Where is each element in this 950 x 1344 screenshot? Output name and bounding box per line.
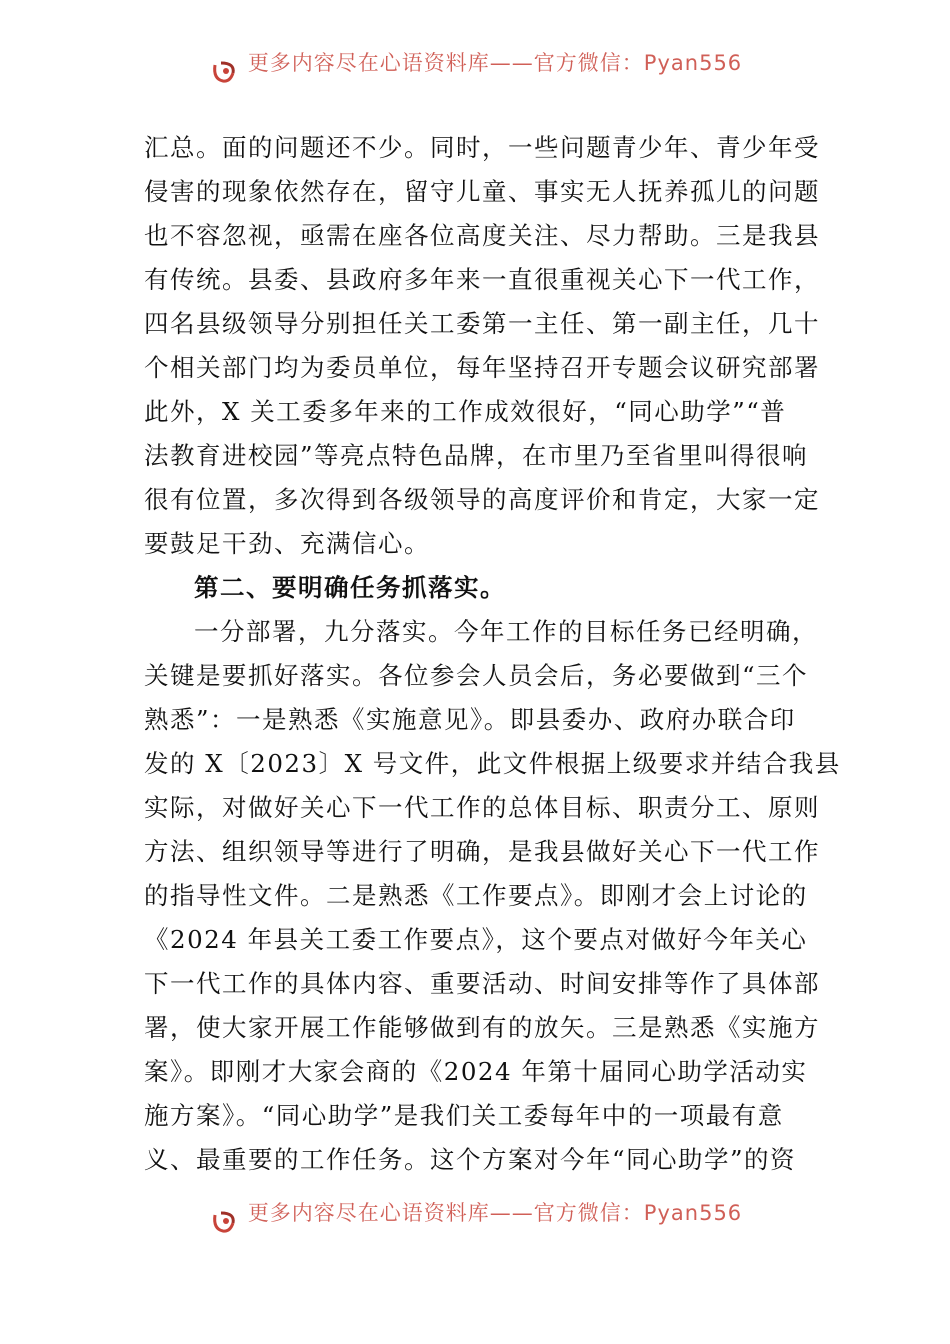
section-heading [144, 566, 808, 610]
text-line: 实际，对做好关心下一代工作的总体目标、职责分工、原则 [144, 793, 820, 822]
text-line: 一分部署，九分落实。今年工作的目标任务已经明确， [194, 617, 818, 646]
text-line: 法教育进校园”等亮点特色品牌，在市里乃至省里叫得很响 [144, 441, 809, 470]
watermark-header [0, 52, 950, 92]
watermark-text: 更多内容尽在心语资料库——官方微信：Pyan556 [247, 1202, 743, 1225]
text-line: 署，使大家开展工作能够做到有的放矢。三是熟悉《实施方 [144, 1013, 820, 1042]
text-line: 案》。即刚才大家会商的《2024 年第十届同心助学活动实 [144, 1057, 808, 1086]
document-body [144, 126, 841, 1182]
text-line: 汇总。面的问题还不少。同时，一些问题青少年、青少年受 [144, 133, 820, 162]
text-line: 方法、组织领导等进行了明确，是我县做好关心下一代工作 [144, 837, 820, 866]
watermark-text: 更多内容尽在心语资料库——官方微信：Pyan556 [247, 52, 743, 75]
text-line: 四名县级领导分别担任关工委第一主任、第一副主任，几十 [144, 309, 820, 338]
text-line: 要鼓足干劲、充满信心。 [144, 529, 430, 558]
text-line: 关键是要抓好落实。各位参会人员会后，务必要做到“三个 [144, 661, 809, 690]
text-line: 义、最重要的工作任务。这个方案对今年“同心助学”的资 [144, 1145, 797, 1174]
text-line: 此外，X 关工委多年来的工作成效很好，“同心助学”“普 [144, 397, 787, 426]
paragraph [144, 610, 841, 1182]
brand-logo-icon [208, 1205, 242, 1239]
text-line: 个相关部门均为委员单位，每年坚持召开专题会议研究部署 [144, 353, 820, 382]
text-line: 下一代工作的具体内容、重要活动、时间安排等作了具体部 [144, 969, 820, 998]
text-line: 的指导性文件。二是熟悉《工作要点》。即刚才会上讨论的 [144, 881, 808, 910]
text-line: 发的 X〔2023〕X 号文件，此文件根据上级要求并结合我县 [144, 749, 841, 778]
paragraph [144, 126, 820, 566]
text-line: 《2024 年县关工委工作要点》，这个要点对做好今年关心 [144, 925, 808, 954]
text-line: 侵害的现象依然存在，留守儿童、事实无人抚养孤儿的问题 [144, 177, 820, 206]
heading-text: 第二、要明确任务抓落实。 [194, 573, 506, 602]
text-line: 也不容忽视，亟需在座各位高度关注、尽力帮助。三是我县 [144, 221, 820, 250]
text-line: 施方案》。“同心助学”是我们关工委每年中的一项最有意 [144, 1101, 784, 1130]
text-line: 熟悉”：一是熟悉《实施意见》。即县委办、政府办联合印 [144, 705, 796, 734]
brand-logo-icon [208, 55, 242, 89]
watermark-footer [0, 1202, 950, 1242]
text-line: 有传统。县委、县政府多年来一直很重视关心下一代工作， [144, 265, 820, 294]
text-line: 很有位置，多次得到各级领导的高度评价和肯定，大家一定 [144, 485, 820, 514]
